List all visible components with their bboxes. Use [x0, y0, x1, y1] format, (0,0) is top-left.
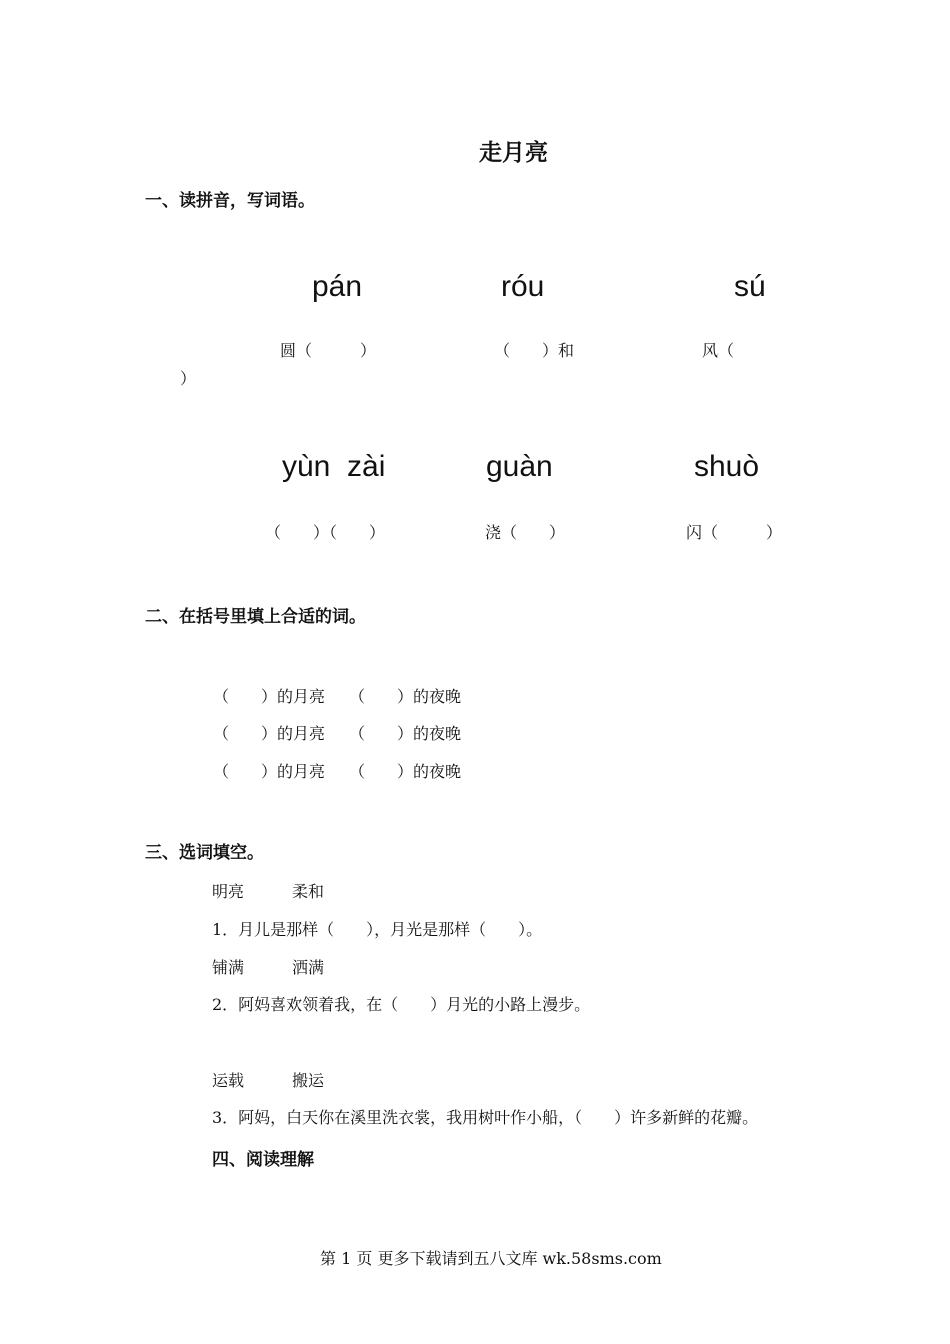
page-footer: 第 1 页 更多下载请到五八文库 wk.58sms.com	[320, 1249, 662, 1268]
question-3: 3．阿妈，白天你在溪里洗衣裳，我用树叶作小船，（ ）许多新鲜的花瓣。	[212, 1108, 759, 1127]
question-1: 1．月儿是那样（ ），月光是那样（ ）。	[212, 920, 543, 939]
blank-yuan: 圆（ ）	[280, 341, 377, 360]
word-options-2: 铺满 洒满	[212, 958, 325, 977]
pinyin-su: sú	[734, 270, 766, 303]
blank-he: （ ）和	[494, 341, 575, 360]
fill-line-3: （ ）的月亮 （ ）的夜晚	[213, 762, 462, 781]
blank-jiao: 浇（ ）	[485, 523, 566, 542]
page-title: 走月亮	[479, 140, 548, 166]
blank-yunzai: （ ）（ ）	[265, 523, 386, 542]
fill-line-2: （ ）的月亮 （ ）的夜晚	[213, 724, 462, 743]
word-options-3: 运载 搬运	[212, 1071, 325, 1090]
pinyin-guan: guàn	[486, 450, 553, 483]
section3-heading: 三、选词填空。	[145, 843, 264, 863]
section4-heading: 四、阅读理解	[212, 1150, 314, 1170]
blank-shan: 闪（ ）	[686, 523, 783, 542]
blank-feng: 风（	[702, 341, 735, 360]
fill-line-1: （ ）的月亮 （ ）的夜晚	[213, 687, 462, 706]
section1-heading: 一、读拼音，写词语。	[145, 191, 315, 211]
word-options-1: 明亮 柔和	[212, 882, 325, 901]
blank-feng-close: ）	[180, 369, 197, 388]
pinyin-rou: róu	[501, 270, 545, 303]
question-2: 2．阿妈喜欢领着我，在（ ）月光的小路上漫步。	[212, 995, 591, 1014]
section2-heading: 二、在括号里填上合适的词。	[145, 607, 366, 627]
pinyin-pan: pán	[312, 270, 363, 303]
pinyin-shuo: shuò	[694, 450, 760, 483]
pinyin-yunzai: yùn zài	[282, 450, 386, 483]
